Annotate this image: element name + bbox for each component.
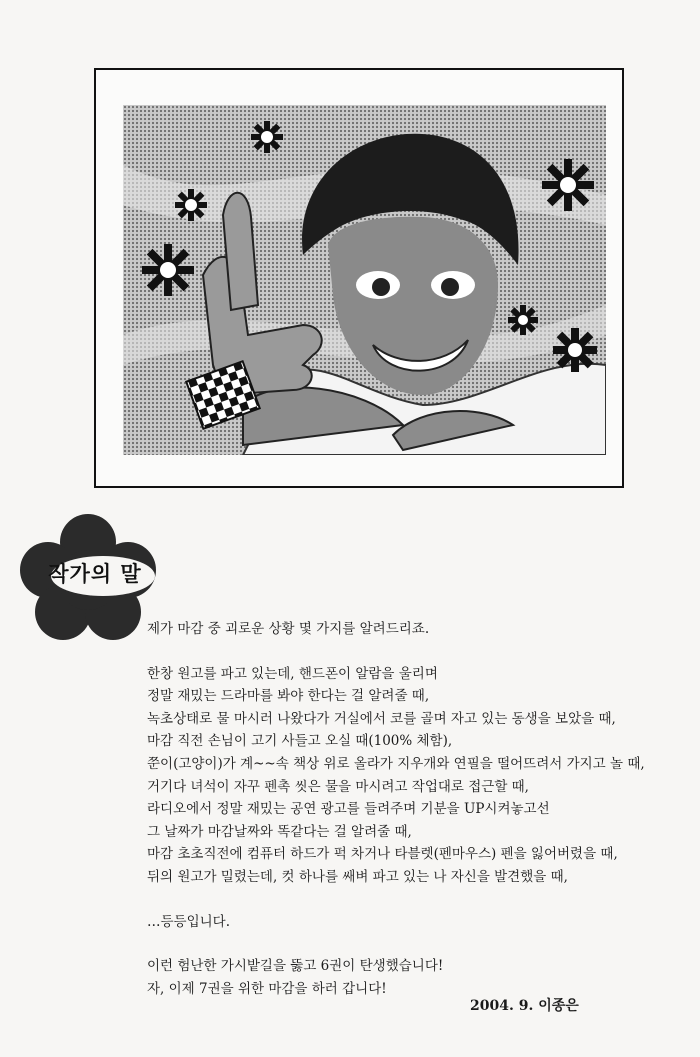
- illustration-art: [123, 105, 606, 455]
- letter-etc: …등등입니다.: [147, 913, 230, 930]
- letter-line: 거기다 녀석이 자꾸 펜촉 씻은 물을 마시려고 작업대로 접근할 때,: [147, 778, 529, 795]
- letter-line: 마감 초초직전에 컴퓨터 하드가 퍽 차거나 타블렛(펜마우스) 펜을 잃어버렸을 때,: [147, 846, 618, 863]
- letter-line: 정말 재밌는 드라마를 봐야 한다는 걸 알려줄 때,: [147, 688, 430, 705]
- signature: 2004. 9. 이종은: [470, 998, 579, 1014]
- letter-line: 마감 직전 손님이 고기 사들고 오실 때(100% 체함),: [147, 733, 453, 750]
- letter-closing: 자, 이제 7권을 위한 마감을 하러 갑니다!: [147, 980, 387, 997]
- letter-line: 그 날짜가 마감날짜와 똑같다는 걸 알려줄 때,: [147, 823, 412, 840]
- letter-closing: 이런 험난한 가시밭길을 뚫고 6권이 탄생했습니다!: [147, 958, 444, 975]
- letter-line: 쭌이(고양이)가 계~~속 책상 위로 올라가 지우개와 연필을 떨어뜨려서 가지고 놀 때,: [147, 755, 645, 772]
- letter-intro: 제가 마감 중 괴로운 상황 몇 가지를 알려드리죠.: [147, 621, 430, 637]
- letter-line: 라디오에서 정말 재밌는 공연 광고를 들려주며 기분을 UP시켜놓고선: [147, 801, 550, 818]
- manga-illustration: [123, 105, 606, 455]
- letter-line: 한창 원고를 파고 있는데, 핸드폰이 알람을 울리며: [147, 665, 438, 682]
- author-note: [147, 618, 677, 1000]
- letter-line: 녹초상태로 물 마시러 나왔다가 거실에서 코를 골며 자고 있는 동생을 보았을 때,: [147, 710, 616, 727]
- letter-line: 뒤의 원고가 밀렸는데, 컷 하나를 쌔벼 파고 있는 나 자신을 발견했을 때,: [147, 868, 568, 885]
- page-title: 작가의 말: [48, 562, 142, 586]
